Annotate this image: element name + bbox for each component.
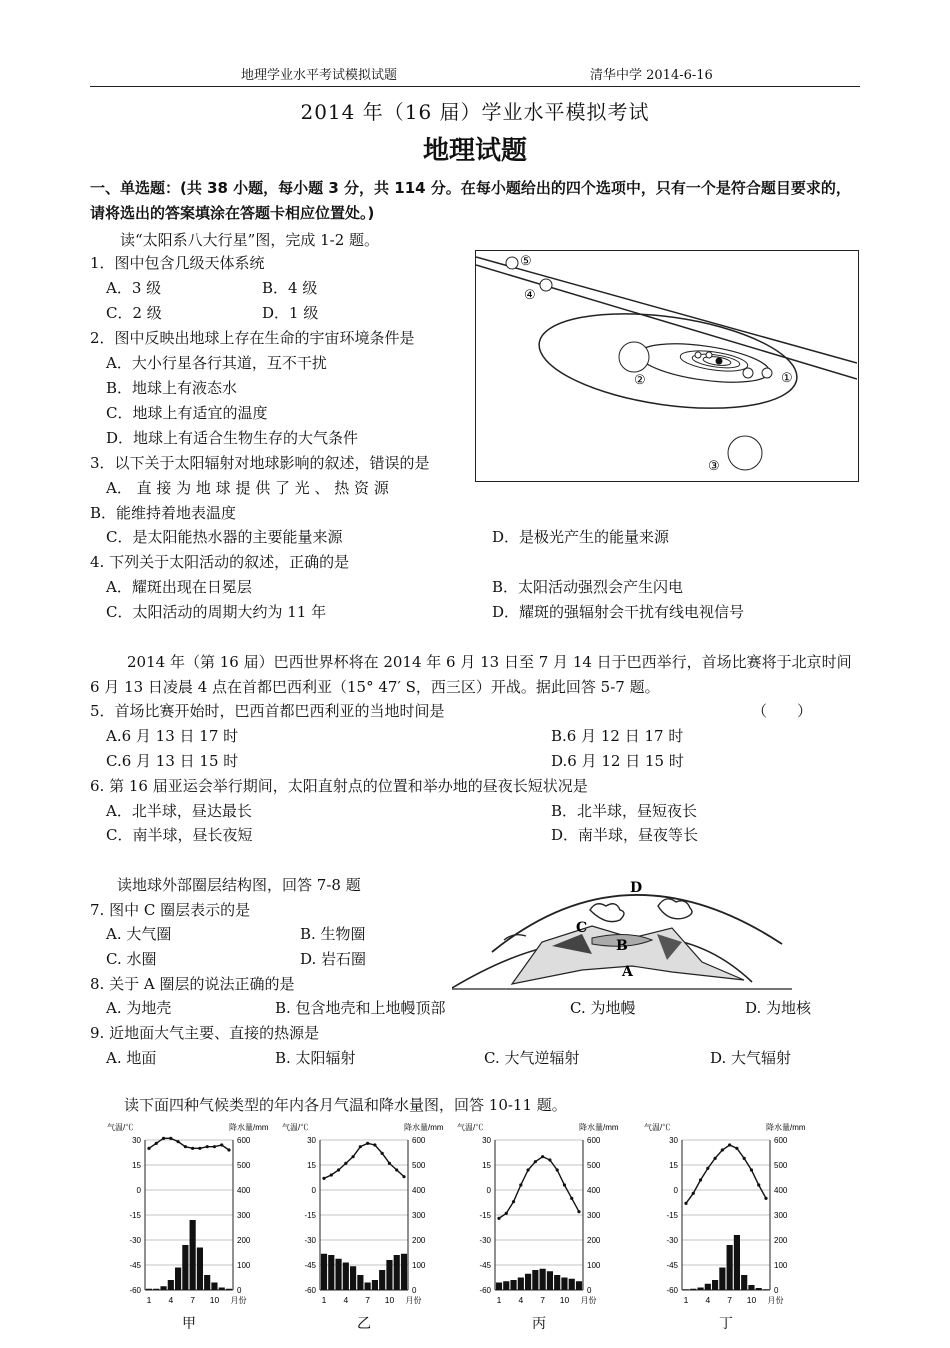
- chart-4-temp-tick: 30: [669, 1136, 678, 1145]
- chart-1-precip-tick: 400: [237, 1186, 251, 1195]
- chart-4-month-tick: 4: [705, 1295, 711, 1305]
- q9-option-d: D. 大气辐射: [710, 1049, 792, 1067]
- chart-3-precip-tick: 600: [587, 1136, 601, 1145]
- chart-1-precip-label: 降水量/mm: [229, 1123, 269, 1132]
- chart-4-temp-tick: -60: [666, 1286, 678, 1295]
- q7-option-a: A. 大气圈: [106, 925, 172, 943]
- section-line-2: 请将选出的答案填涂在答题卡相应位置处。): [90, 204, 375, 222]
- q5-option-b: B.6 月 12 日 17 时: [551, 727, 684, 745]
- q8-option-c: C. 为地幔: [570, 999, 636, 1017]
- q5-option-c: C.6 月 13 日 15 时: [106, 752, 239, 770]
- chart-3-month-tick: 4: [518, 1295, 524, 1305]
- chart-2-precip-tick: 100: [412, 1261, 426, 1270]
- sphere-label-b: B: [616, 938, 628, 954]
- chart-2-precip-bar: [386, 1260, 392, 1290]
- chart-4-precip-bar: [705, 1284, 711, 1290]
- chart-4-precip-bar: [741, 1275, 747, 1290]
- solar-system-figure: [475, 250, 859, 482]
- chart-4-temp-point: [750, 1168, 753, 1171]
- q6-option-a: A．北半球，昼达最长: [106, 802, 252, 820]
- label-5: ⑤: [520, 254, 532, 269]
- chart-4-temp-tick: -30: [666, 1236, 678, 1245]
- chart-4-precip-label: 降水量/mm: [766, 1123, 806, 1132]
- chart-3-precip-bar: [532, 1270, 538, 1290]
- chart-2-temp-point: [330, 1173, 333, 1176]
- planet-near-1: [743, 368, 753, 378]
- chart-4-precip-tick: 100: [774, 1261, 788, 1270]
- section-line-1: 一、单选题：(共 38 小题，每小题 3 分，共 114 分。在每小题给出的四个选项中，只有一个是符合题目要求的，: [90, 179, 851, 197]
- chart-2-caption: 乙: [357, 1316, 371, 1332]
- chart-2-temp-point: [381, 1152, 384, 1155]
- chart-1-precip-bar: [160, 1286, 166, 1290]
- chart-1-precip-bar: [190, 1220, 196, 1290]
- chart-2-temp-point: [373, 1143, 376, 1146]
- chart-1-precip-bar: [175, 1268, 181, 1291]
- chart-3-temp-point: [577, 1210, 580, 1213]
- chart-4-temp-tick: -45: [666, 1261, 678, 1270]
- q1-option-c: C．2 级: [106, 304, 162, 322]
- chart-3-temp-point: [548, 1158, 551, 1161]
- chart-2-precip-bar: [328, 1255, 334, 1290]
- chart-1-month-label: 月份: [230, 1296, 247, 1305]
- header-rule: [90, 86, 860, 87]
- chart-2-month-label: 月份: [405, 1296, 422, 1305]
- chart-3-temp-tick: 30: [482, 1136, 491, 1145]
- chart-2-temp-point: [344, 1162, 347, 1165]
- chart-2-precip-bar: [321, 1254, 327, 1290]
- q9-option-b: B. 太阳辐射: [275, 1049, 356, 1067]
- outer-orbit-line-1: [476, 257, 857, 363]
- chart-4-month-tick: 10: [746, 1295, 757, 1305]
- q9-option-a: A. 地面: [106, 1049, 157, 1067]
- chart-3-temp-point: [505, 1212, 508, 1215]
- header-right: 清华中学 2014-6-16: [590, 68, 713, 83]
- chart-3-precip-tick: 400: [587, 1186, 601, 1195]
- chart-2-precip-tick: 0: [412, 1286, 417, 1295]
- chart-2-precip-bar: [335, 1259, 341, 1290]
- chart-1-temp-tick: -60: [129, 1286, 141, 1295]
- q5-option-d: D.6 月 12 日 15 时: [551, 752, 684, 770]
- chart-1-caption: 甲: [182, 1316, 196, 1332]
- chart-2-temp-point: [388, 1162, 391, 1165]
- label-1: ①: [781, 371, 793, 386]
- q3-option-c: C．是太阳能热水器的主要能量来源: [106, 528, 343, 546]
- q8-option-d: D. 为地核: [745, 999, 812, 1017]
- chart-2-month-tick: 7: [365, 1295, 371, 1305]
- q7-option-c: C. 水圈: [106, 950, 157, 968]
- chart-2-temp-tick: 0: [311, 1186, 316, 1195]
- chart-3-temp-point: [526, 1168, 529, 1171]
- chart-4-precip-bar: [748, 1285, 754, 1290]
- q8-option-a: A. 为地壳: [106, 999, 172, 1017]
- q4-option-a: A．耀斑出现在日冕层: [106, 578, 252, 596]
- q9-stem: 9. 近地面大气主要、直接的热源是: [90, 1024, 320, 1042]
- intro-7-8: 读地球外部圈层结构图，回答 7-8 题: [117, 876, 361, 894]
- chart-1-precip-bar: [204, 1275, 210, 1290]
- chart-3-temp-tick: -15: [479, 1211, 491, 1220]
- q8-stem: 8. 关于 A 圈层的说法正确的是: [90, 975, 295, 993]
- chart-3-precip-bar: [525, 1274, 531, 1290]
- chart-4-temp-point: [699, 1178, 702, 1181]
- q1-option-a: A．3 级: [106, 279, 162, 297]
- chart-2-precip-tick: 200: [412, 1236, 426, 1245]
- chart-1-precip-tick: 200: [237, 1236, 251, 1245]
- chart-3-temp-tick: -30: [479, 1236, 491, 1245]
- q5-option-a: A.6 月 13 日 17 时: [106, 727, 239, 745]
- chart-3-temp-point: [534, 1160, 537, 1163]
- label-3: ③: [708, 459, 720, 474]
- q3-stem: 3．以下关于太阳辐射对地球影响的叙述，错误的是: [90, 454, 430, 472]
- chart-3-month-tick: 1: [496, 1295, 502, 1305]
- chart-1-precip-bar: [197, 1248, 203, 1291]
- chart-1-temp-point: [169, 1137, 172, 1140]
- chart-4-temp-tick: -15: [666, 1211, 678, 1220]
- chart-1-temp-point: [220, 1143, 223, 1146]
- chart-3-precip-bar: [510, 1280, 516, 1290]
- chart-4-temp-point: [728, 1143, 731, 1146]
- q1-option-b: B．4 级: [262, 279, 318, 297]
- chart-1-precip-tick: 100: [237, 1261, 251, 1270]
- chart-2-precip-bar: [372, 1280, 378, 1290]
- earth-spheres-diagram: [452, 872, 792, 997]
- chart-2-precip-bar: [379, 1270, 385, 1290]
- chart-4-temp-point: [706, 1167, 709, 1170]
- cloud-icon-1: [590, 904, 624, 922]
- chart-1-month-tick: 10: [209, 1295, 220, 1305]
- chart-1-month-tick: 7: [190, 1295, 196, 1305]
- q5-answer-paren: （ ）: [752, 702, 813, 720]
- chart-3-precip-bar: [496, 1283, 502, 1291]
- chart-1-temp-tick: 15: [132, 1161, 141, 1170]
- chart-1-precip-bar: [211, 1283, 217, 1291]
- chart-3-temp-point: [519, 1183, 522, 1186]
- chart-1-temp-tick: 0: [136, 1186, 141, 1195]
- chart-3-temp-point: [541, 1155, 544, 1158]
- chart-1-temp-tick: -30: [129, 1236, 141, 1245]
- chart-2-precip-bar: [350, 1266, 356, 1290]
- q4-option-c: C．太阳活动的周期大约为 11 年: [106, 603, 327, 621]
- passage-line-2: 6 月 13 日凌晨 4 点在首都巴西利亚（15° 47′ S，西三区）开战。据此回答 5-7 题。: [90, 678, 660, 696]
- chart-4-precip-tick: 400: [774, 1186, 788, 1195]
- chart-2-month-tick: 10: [384, 1295, 395, 1305]
- intro-10-11: 读下面四种气候类型的年内各月气温和降水量图，回答 10-11 题。: [124, 1096, 567, 1114]
- chart-4-temp-label: 气温/℃: [644, 1123, 671, 1132]
- header-left: 地理学业水平考试模拟试题: [241, 68, 398, 83]
- chart-4-precip-tick: 0: [774, 1286, 779, 1295]
- q2-stem: 2．图中反映出地球上存在生命的宇宙环境条件是: [90, 329, 415, 347]
- chart-3-precip-bar: [569, 1279, 575, 1290]
- q2-option-d: D．地球上有适合生物生存的大气条件: [106, 429, 359, 447]
- chart-2-precip-label: 降水量/mm: [404, 1123, 444, 1132]
- chart-4-precip-bar: [734, 1235, 740, 1290]
- exam-subtitle: 地理试题: [422, 136, 527, 166]
- chart-4-precip-bar: [690, 1289, 696, 1290]
- chart-1-temp-tick: 30: [132, 1136, 141, 1145]
- chart-4-temp-point: [692, 1192, 695, 1195]
- chart-3-precip-bar: [547, 1271, 553, 1290]
- chart-4-precip-bar: [683, 1289, 689, 1290]
- orbit-inner-1: [679, 347, 749, 374]
- chart-2-temp-point: [337, 1168, 340, 1171]
- chart-3-precip-label: 降水量/mm: [579, 1123, 619, 1132]
- q4-stem: 4. 下列关于太阳活动的叙述，正确的是: [90, 553, 350, 571]
- chart-3-precip-bar: [540, 1269, 546, 1290]
- q7-option-d: D. 岩石圈: [300, 950, 367, 968]
- chart-1-precip-bar: [219, 1288, 225, 1291]
- sphere-label-d: D: [630, 880, 643, 896]
- chart-4-caption: 丁: [719, 1316, 733, 1332]
- label-4: ④: [524, 288, 536, 303]
- chart-3-month-tick: 10: [559, 1295, 570, 1305]
- chart-2-precip-bar: [394, 1255, 400, 1290]
- q7-stem: 7. 图中 C 圈层表示的是: [90, 901, 251, 919]
- q3-option-b: B．能维持着地表温度: [90, 504, 237, 522]
- chart-3-temp-line: [499, 1157, 579, 1219]
- q7-option-b: B. 生物圈: [300, 925, 366, 943]
- chart-1-temp-tick: -15: [129, 1211, 141, 1220]
- chart-1-precip-bar: [153, 1289, 159, 1290]
- orbit-middle: [636, 337, 771, 389]
- chart-3-temp-point: [497, 1217, 500, 1220]
- chart-2-precip-tick: 500: [412, 1161, 426, 1170]
- chart-1-precip-tick: 500: [237, 1161, 251, 1170]
- chart-4-month-tick: 7: [727, 1295, 733, 1305]
- chart-3-temp-label: 气温/℃: [457, 1123, 484, 1132]
- q5-stem: 5．首场比赛开始时，巴西首都巴西利亚的当地时间是: [90, 702, 445, 720]
- outer-orbit-line-2: [476, 265, 857, 379]
- chart-1-temp-point: [213, 1145, 216, 1148]
- chart-3-precip-tick: 500: [587, 1161, 601, 1170]
- chart-3-temp-tick: 0: [486, 1186, 491, 1195]
- chart-2-precip-tick: 300: [412, 1211, 426, 1220]
- chart-4-temp-point: [684, 1202, 687, 1205]
- chart-1-precip-tick: 300: [237, 1211, 251, 1220]
- chart-4-month-tick: 1: [683, 1295, 689, 1305]
- chart-2-precip-tick: 600: [412, 1136, 426, 1145]
- chart-1-temp-point: [147, 1147, 150, 1150]
- chart-4-temp-point: [757, 1183, 760, 1186]
- chart-2-temp-point: [395, 1168, 398, 1171]
- passage-line-1: 2014 年（第 16 届）巴西世界杯将在 2014 年 6 月 13 日至 7 月 14 日于巴西举行，首场比赛将于北京时间: [127, 653, 852, 671]
- chart-2-temp-tick: -45: [304, 1261, 316, 1270]
- chart-3-temp-tick: -45: [479, 1261, 491, 1270]
- chart-3-precip-tick: 0: [587, 1286, 592, 1295]
- chart-2-month-tick: 4: [343, 1295, 349, 1305]
- q2-option-b: B．地球上有液态水: [106, 379, 238, 397]
- chart-1-temp-point: [227, 1148, 230, 1151]
- chart-3-precip-bar: [561, 1278, 567, 1291]
- chart-3-temp-point: [512, 1200, 515, 1203]
- chart-4-precip-bar: [727, 1245, 733, 1290]
- q4-option-d: D．耀斑的强辐射会干扰有线电视信号: [492, 603, 745, 621]
- chart-1-precip-tick: 0: [237, 1286, 242, 1295]
- chart-4-precip-tick: 500: [774, 1161, 788, 1170]
- planet-small-1: [695, 352, 701, 358]
- planet-neptune: [506, 257, 518, 269]
- intro-1-2: 读“太阳系八大行星”图，完成 1-2 题。: [120, 231, 380, 249]
- orbit-large: [533, 299, 803, 422]
- chart-3-precip-bar: [503, 1281, 509, 1290]
- chart-1-temp-point: [198, 1147, 201, 1150]
- chart-2-precip-bar: [357, 1275, 363, 1290]
- chart-4-precip-bar: [712, 1280, 718, 1290]
- planet-uranus: [540, 279, 552, 291]
- sphere-label-a: A: [622, 964, 633, 980]
- q6-option-c: C．南半球，昼长夜短: [106, 826, 253, 844]
- planet-near-2: [762, 368, 772, 378]
- chart-3-temp-point: [570, 1197, 573, 1200]
- chart-3-precip-bar: [554, 1275, 560, 1290]
- section-instructions: [90, 176, 870, 226]
- q3-option-d: D．是极光产生的能量来源: [492, 528, 670, 546]
- chart-4-precip-tick: 200: [774, 1236, 788, 1245]
- chart-2-temp-point: [322, 1177, 325, 1180]
- chart-2-temp-line: [324, 1143, 404, 1178]
- q6-stem: 6. 第 16 届亚运会举行期间，太阳直射点的位置和举办地的昼夜长短状况是: [90, 777, 588, 795]
- chart-2-precip-bar: [401, 1254, 407, 1290]
- chart-3-temp-point: [563, 1183, 566, 1186]
- chart-4-temp-point: [764, 1197, 767, 1200]
- chart-4-precip-tick: 300: [774, 1211, 788, 1220]
- chart-1-precip-bar: [146, 1289, 152, 1290]
- chart-4-temp-point: [721, 1148, 724, 1151]
- chart-3-month-label: 月份: [580, 1296, 597, 1305]
- chart-2-temp-tick: 15: [307, 1161, 316, 1170]
- chart-4-precip-bar: [756, 1288, 762, 1290]
- chart-2-precip-bar: [365, 1283, 371, 1291]
- q8-option-b: B. 包含地壳和上地幔顶部: [275, 999, 446, 1017]
- chart-2-temp-tick: -30: [304, 1236, 316, 1245]
- chart-4-temp-point: [743, 1157, 746, 1160]
- chart-1-temp-point: [176, 1140, 179, 1143]
- chart-2-temp-point: [402, 1175, 405, 1178]
- chart-3-precip-tick: 200: [587, 1236, 601, 1245]
- chart-4-temp-point: [735, 1147, 738, 1150]
- chart-4-temp-tick: 15: [669, 1161, 678, 1170]
- chart-2-temp-point: [351, 1155, 354, 1158]
- q1-option-d: D．1 级: [262, 304, 319, 322]
- solar-system-diagram: [476, 251, 857, 480]
- q2-option-a: A．大小行星各行其道，互不干扰: [106, 354, 327, 372]
- q4-option-b: B．太阳活动强烈会产生闪电: [492, 578, 684, 596]
- planet-jupiter: [619, 342, 649, 372]
- q9-option-c: C. 大气逆辐射: [484, 1049, 580, 1067]
- earth-spheres-figure: [452, 872, 792, 997]
- chart-1-precip-tick: 600: [237, 1136, 251, 1145]
- chart-2-temp-label: 气温/℃: [282, 1123, 309, 1132]
- chart-4-temp-tick: 0: [673, 1186, 678, 1195]
- exam-title: 2014 年（16 届）学业水平模拟考试: [300, 100, 650, 124]
- chart-1-month-tick: 1: [146, 1295, 152, 1305]
- climate-charts: [100, 1112, 840, 1344]
- chart-2-temp-tick: 30: [307, 1136, 316, 1145]
- chart-3-temp-tick: 15: [482, 1161, 491, 1170]
- chart-2-month-tick: 1: [321, 1295, 327, 1305]
- chart-1-precip-bar: [168, 1280, 174, 1290]
- chart-3-temp-point: [556, 1168, 559, 1171]
- chart-3-month-tick: 7: [540, 1295, 546, 1305]
- sun-icon: [716, 358, 723, 365]
- chart-4-temp-point: [713, 1157, 716, 1160]
- chart-1-precip-bar: [182, 1245, 188, 1290]
- chart-2-precip-tick: 400: [412, 1186, 426, 1195]
- chart-4-precip-bar: [763, 1289, 769, 1290]
- sphere-label-c: C: [576, 920, 588, 936]
- chart-1-temp-point: [184, 1145, 187, 1148]
- q6-option-d: D．南半球，昼夜等长: [551, 826, 699, 844]
- planet-small-2: [706, 352, 712, 358]
- chart-2-precip-bar: [343, 1263, 349, 1291]
- chart-4-precip-bar: [697, 1288, 703, 1291]
- climate-charts-svg: [100, 1112, 840, 1344]
- chart-4-temp-line: [686, 1145, 766, 1203]
- chart-2-temp-tick: -15: [304, 1211, 316, 1220]
- chart-3-precip-tick: 100: [587, 1261, 601, 1270]
- chart-3-precip-bar: [518, 1278, 524, 1291]
- q1-stem: 1．图中包含几级天体系统: [90, 254, 265, 272]
- chart-1-temp-point: [162, 1137, 165, 1140]
- chart-3-precip-bar: [576, 1281, 582, 1290]
- chart-4-precip-tick: 600: [774, 1136, 788, 1145]
- planet-saturn: [728, 436, 762, 470]
- chart-2-temp-point: [366, 1142, 369, 1145]
- q3-option-a: A． 直 接 为 地 球 提 供 了 光 、 热 资 源: [106, 479, 389, 497]
- q2-option-c: C．地球上有适宜的温度: [106, 404, 268, 422]
- q6-option-b: B．北半球，昼短夜长: [551, 802, 698, 820]
- chart-4-month-label: 月份: [767, 1296, 784, 1305]
- chart-2-temp-tick: -60: [304, 1286, 316, 1295]
- chart-4-precip-bar: [719, 1268, 725, 1291]
- chart-3-caption: 丙: [532, 1316, 546, 1332]
- chart-3-temp-tick: -60: [479, 1286, 491, 1295]
- chart-1-temp-point: [206, 1145, 209, 1148]
- chart-1-temp-tick: -45: [129, 1261, 141, 1270]
- chart-1-precip-bar: [226, 1289, 232, 1290]
- label-2: ②: [634, 373, 646, 388]
- chart-2-temp-point: [359, 1145, 362, 1148]
- chart-1-month-tick: 4: [168, 1295, 174, 1305]
- chart-1-temp-point: [155, 1142, 158, 1145]
- chart-1-temp-point: [191, 1147, 194, 1150]
- chart-1-temp-label: 气温/℃: [107, 1123, 134, 1132]
- chart-3-precip-tick: 300: [587, 1211, 601, 1220]
